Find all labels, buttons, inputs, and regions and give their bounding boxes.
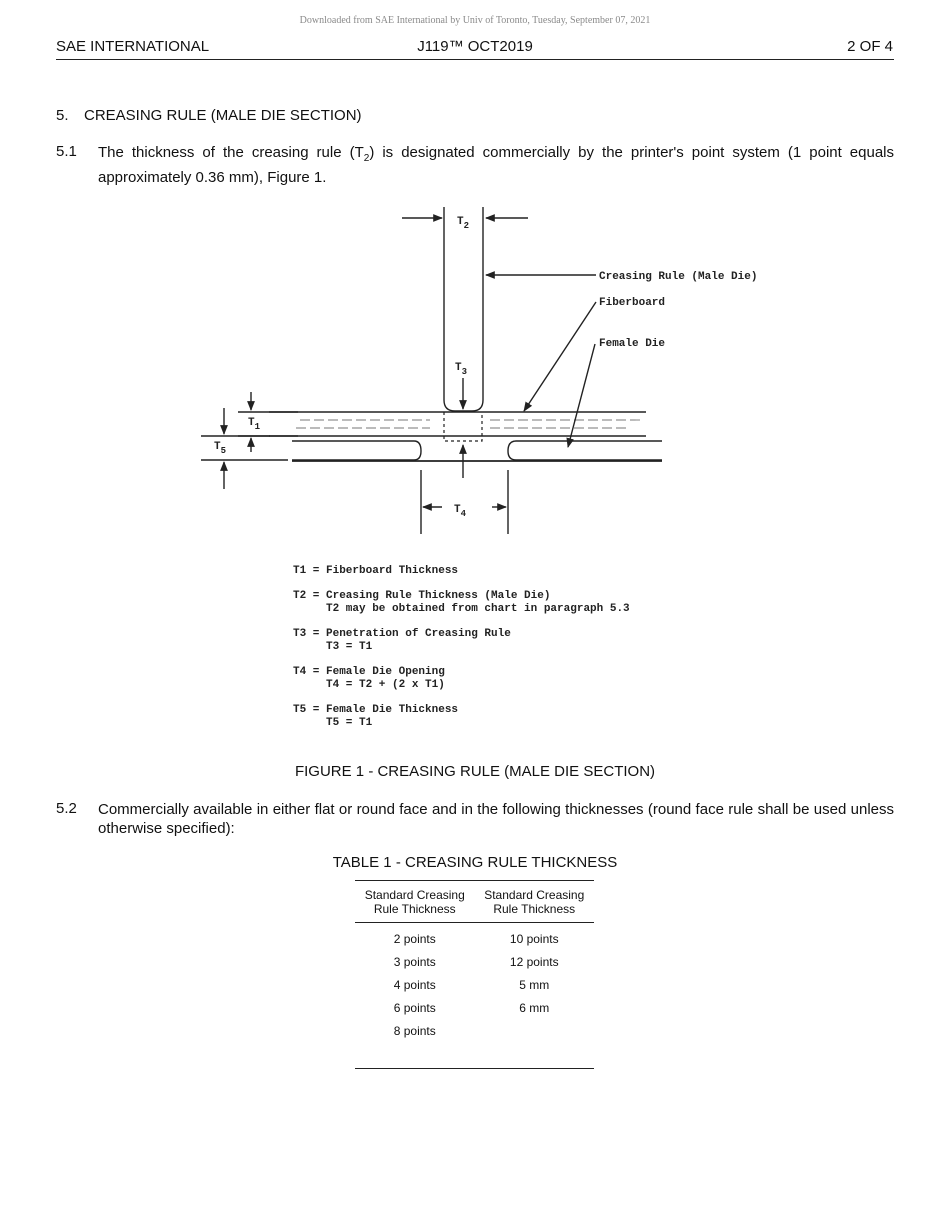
legend-t5-definition: T5 = Female Die Thickness (293, 704, 459, 716)
legend-t3-definition: T3 = Penetration of Creasing Rule (293, 628, 511, 640)
table-row (355, 996, 594, 1019)
table-row (355, 950, 594, 973)
section-number: 5. (56, 107, 69, 124)
section-title: CREASING RULE (MALE DIE SECTION) (84, 107, 362, 124)
paragraph-number-5-1: 5.1 (56, 143, 77, 160)
table-cell: 10 points (509, 931, 559, 946)
table-cell: 4 points (393, 977, 436, 992)
paragraph-5-1-text-b: ) is designated commercially by the printer's point system (1 point equals approximately 0.36 mm), Figure 1. (98, 144, 895, 186)
label-t4: $T_4$ (454, 504, 467, 519)
table-bottom-rule (355, 1068, 594, 1069)
table-header-cell: Standard Creasing Rule Thickness (355, 880, 475, 923)
table-cell: 5 mm (519, 977, 550, 992)
header-page-number: 2 OF 4 (847, 38, 893, 55)
table-caption: TABLE 1 - CREASING RULE THICKNESS (332, 854, 618, 871)
table-cell: 2 points (393, 931, 436, 946)
legend-t2 (293, 590, 630, 616)
legend-t5 (293, 704, 630, 730)
label-t5: $T_5$ (214, 441, 227, 456)
female-die-left (292, 441, 421, 460)
creasing-rule-diagram (0, 0, 950, 560)
table-cell: 6 mm (519, 1000, 550, 1015)
figure-caption: FIGURE 1 - CREASING RULE (MALE DIE SECTION) (294, 763, 656, 780)
table-row (355, 1019, 594, 1042)
table-cell (475, 1019, 595, 1042)
legend-t3 (293, 628, 630, 654)
table-cell: 6 points (393, 1000, 436, 1015)
label-creasing-rule: Creasing Rule (Male Die) (599, 271, 758, 283)
legend-t1: T1 = Fiberboard Thickness (293, 565, 459, 577)
paragraph-5-1-text-a: The thickness of the creasing rule (T (98, 144, 364, 161)
label-t2: $T_2$ (457, 216, 470, 231)
paragraph-5-2: Commercially available in either flat or round face and in the following thicknesses (round face rule shall be used unless otherwise specified): (98, 801, 894, 837)
table-cell: 3 points (393, 954, 436, 969)
paragraph-number-5-2: 5.2 (56, 800, 77, 817)
legend-t2-note: T2 may be obtained from chart in paragraph 5.3 (326, 603, 630, 615)
legend-t3-equation: T3 = T1 (326, 641, 373, 653)
header-document-id: J119™ OCT2019 (417, 38, 533, 55)
figure-legend (293, 565, 630, 742)
table-cell: 12 points (509, 954, 559, 969)
label-fiberboard: Fiberboard (599, 297, 666, 309)
legend-t4 (293, 666, 630, 692)
header-organization: SAE INTERNATIONAL (56, 38, 210, 55)
legend-t4-equation: T4 = T2 + (2 x T1) (326, 679, 445, 691)
table-row (355, 973, 594, 996)
legend-t4-definition: T4 = Female Die Opening (293, 666, 445, 678)
legend-t5-equation: T5 = T1 (326, 717, 373, 729)
table-row (355, 923, 594, 951)
label-t1: $T_1$ (248, 417, 261, 432)
label-t3: $T_3$ (455, 362, 468, 377)
label-female-die: Female Die (599, 338, 666, 350)
legend-t2-definition: T2 = Creasing Rule Thickness (Male Die) (293, 590, 551, 602)
creasing-rule-thickness-table (355, 880, 594, 1042)
table-header-row (355, 880, 594, 923)
table-header-cell: Standard Creasing Rule Thickness (475, 880, 595, 923)
female-die-right (508, 441, 662, 460)
download-note: Downloaded from SAE International by Univ of Toronto, Tuesday, September 07, 2021 (299, 15, 651, 26)
table-cell: 8 points (393, 1023, 436, 1038)
paragraph-5-1-subscript: 2 (363, 153, 370, 164)
